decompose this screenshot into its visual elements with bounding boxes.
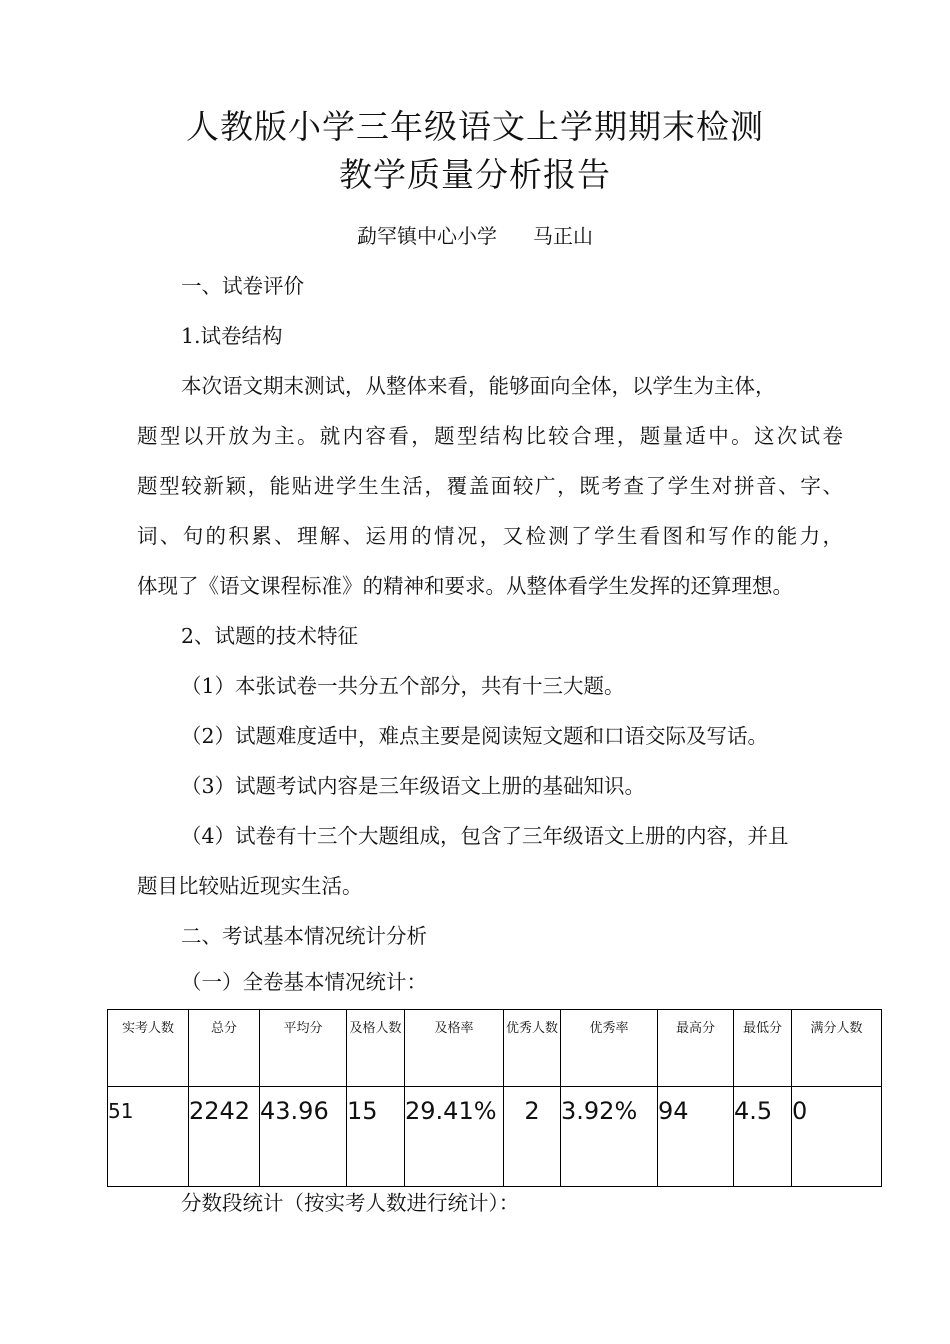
table-cell: 4.5 (734, 1087, 792, 1187)
table-header-cell: 最低分 (734, 1010, 792, 1087)
section1-sub2-heading: 2、试题的技术特征 (181, 624, 359, 648)
paragraph-line: 题型较新颖，能贴进学生生活，覆盖面较广，既考查了学生对拼音、字、 (137, 474, 843, 498)
section1-heading: 一、试卷评价 (181, 274, 304, 298)
paragraph-line: 词、句的积累、理解、运用的情况，又检测了学生看图和写作的能力， (137, 524, 843, 548)
table-cell: 2242 (189, 1087, 260, 1187)
table-header-row (108, 1010, 882, 1087)
table-cell: 0 (792, 1087, 882, 1187)
list-item: （4）试卷有十三个大题组成，包含了三年级语文上册的内容，并且 (181, 824, 789, 848)
table-cell: 51 (108, 1087, 189, 1187)
section2-heading: 二、考试基本情况统计分析 (181, 924, 427, 948)
table-cell: 94 (658, 1087, 734, 1187)
list-item: （1）本张试卷一共分五个部分，共有十三大题。 (181, 674, 625, 698)
paragraph-line: 本次语文期末测试，从整体来看，能够面向全体，以学生为主体， (181, 374, 776, 398)
table-header-cell: 及格人数 (347, 1010, 405, 1087)
table-header-cell: 实考人数 (108, 1010, 189, 1087)
table-cell: 29.41% (405, 1087, 504, 1187)
table-header-cell: 优秀人数 (504, 1010, 561, 1087)
author-line (0, 226, 950, 246)
table-cell: 3.92% (561, 1087, 658, 1187)
table-cell: 43.96 (260, 1087, 347, 1187)
paragraph-line: 体现了《语文课程标准》的精神和要求。从整体看学生发挥的还算理想。 (137, 574, 793, 598)
document-title-line1: 人教版小学三年级语文上学期期末检测 (186, 107, 764, 146)
table-header-cell: 总分 (189, 1010, 260, 1087)
table-header-cell: 平均分 (260, 1010, 347, 1087)
author-name: 马正山 (533, 224, 593, 248)
list-item-continuation: 题目比较贴近现实生活。 (137, 874, 363, 898)
table-header-cell: 及格率 (405, 1010, 504, 1087)
list-item: （2）试题难度适中，难点主要是阅读短文题和口语交际及写话。 (181, 724, 769, 748)
table-cell: 2 (504, 1087, 561, 1187)
author-school: 勐罕镇中心小学 (357, 224, 497, 248)
section2-footer: 分数段统计（按实考人数进行统计）： (181, 1191, 520, 1215)
document-title-line2: 教学质量分析报告 (339, 155, 611, 194)
stats-table (107, 1009, 882, 1187)
list-item: （3）试题考试内容是三年级语文上册的基础知识。 (181, 774, 646, 798)
section2-sub1-heading: （一）全卷基本情况统计： (181, 970, 427, 994)
table-header-cell: 优秀率 (561, 1010, 658, 1087)
table-row (108, 1087, 882, 1187)
table-header-cell: 满分人数 (792, 1010, 882, 1087)
section1-sub1-heading: 1.试卷结构 (181, 324, 283, 348)
table-cell: 15 (347, 1087, 405, 1187)
paragraph-line: 题型以开放为主。就内容看，题型结构比较合理，题量适中。这次试卷 (137, 424, 843, 448)
table-header-cell: 最高分 (658, 1010, 734, 1087)
